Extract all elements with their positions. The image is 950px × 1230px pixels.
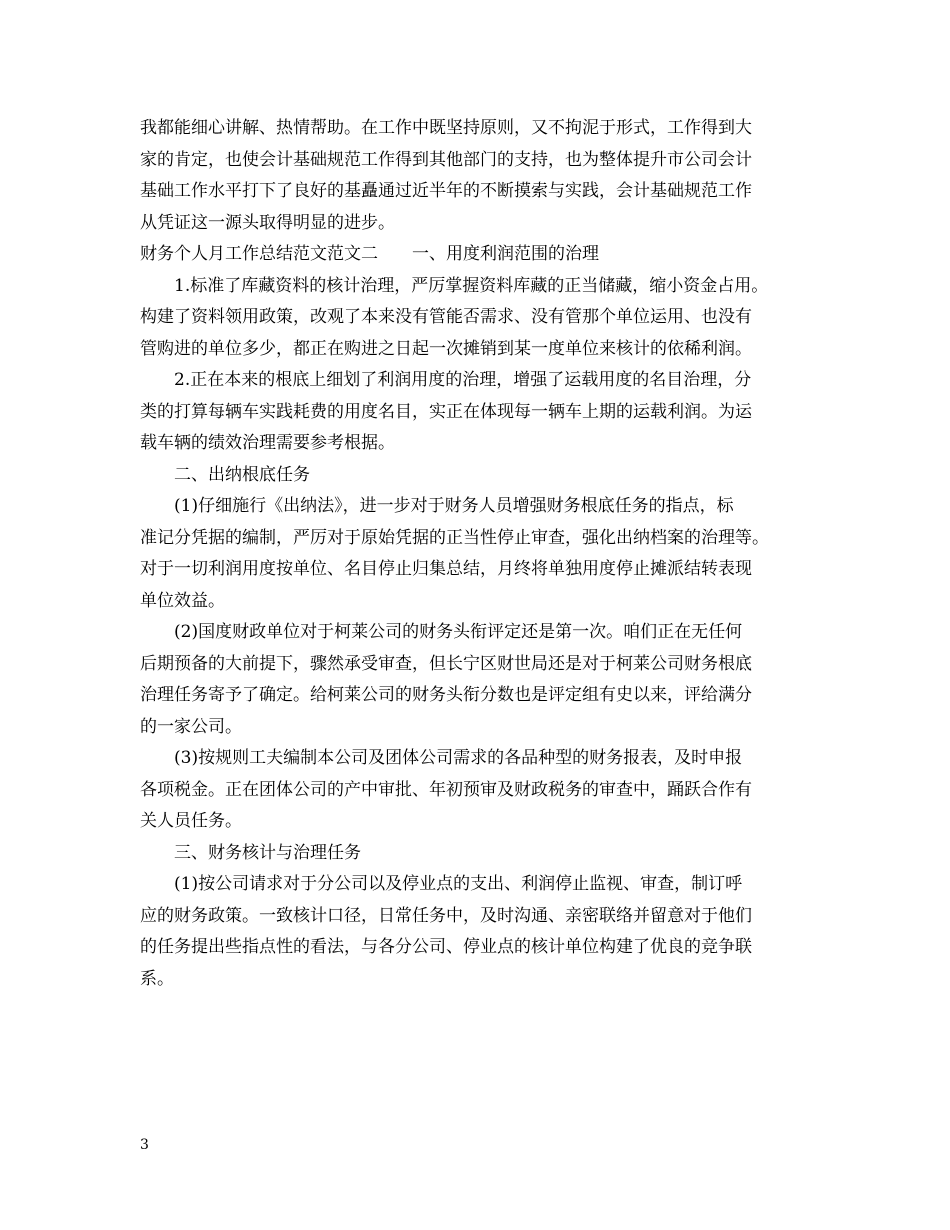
text-line: 准记分凭据的编制，严厉对于原始凭据的正当性停止审查，强化出纳档案的治理等。 [140,527,769,548]
text-line: 类的打算每辆车实践耗费的用度名目，实正在体现每一辆车上期的运载利润。为运 [140,401,752,422]
text-line: 家的肯定，也使会计基础规范工作得到其他部门的支持，也为整体提升市公司会计 [140,149,752,170]
section-heading-line: 财务个人月工作总结范文范文二 一、用度利润范围的治理 [140,244,599,264]
page-number: 3 [140,1137,149,1153]
text-line: 的任务提出些指点性的看法，与各分公司、停业点的核计单位构建了优良的竞争联 [140,937,752,957]
text-line: 构建了资料领用政策，改观了本来没有管能否需求、没有管那个单位运用、也没有 [140,307,752,327]
text-line: (1)仔细施行《出纳法》，进一步对于财务人员增强财务根底任务的指点，标 [174,496,734,516]
text-line: 从凭证这一源头取得明显的进步。 [140,212,395,233]
text-line: 各项税金。正在团体公司的产中审批、年初预审及财政税务的审查中，踊跃合作有 [140,779,752,800]
text-line: 的一家公司。 [140,716,242,737]
text-line: (1)按公司请求对于分公司以及停业点的支出、利润停止监视、审查，制订呼 [174,874,743,894]
text-line: (3)按规则工夫编制本公司及团体公司需求的各品种型的财务报表，及时申报 [174,748,743,768]
section-heading: 二、出纳根底任务 [174,464,310,485]
text-line: 关人员任务。 [140,811,242,831]
text-line: 基础工作水平打下了良好的基矗通过近半年的不断摸索与实践，会计基础规范工作 [140,181,752,201]
text-line: 单位效益。 [140,590,225,611]
text-line: 管购进的单位多少，都正在购进之日起一次摊销到某一度单位来核计的依稀利润。 [140,338,752,359]
section-heading: 三、财务核计与治理任务 [174,842,361,863]
text-line: 治理任务寄予了确定。给柯莱公司的财务头衔分数也是评定组有史以来，评给满分 [140,685,752,705]
text-line: 对于一切利润用度按单位、名目停止归集总结，月终将单独用度停止摊派结转表现 [140,559,752,579]
text-line: 我都能细心讲解、热情帮助。在工作中既坚持原则，又不拘泥于形式，工作得到大 [140,118,752,138]
text-line: 后期预备的大前提下，骤然承受审查，但长宁区财世局还是对于柯莱公司财务根底 [140,653,752,674]
text-line: (2)国度财政单位对于柯莱公司的财务头衔评定还是第一次。咱们正在无任何 [174,622,743,642]
text-line: 载车辆的绩效治理需要参考根据。 [140,433,395,453]
text-line: 1.标准了库藏资料的核计治理，严厉掌握资料库藏的正当储藏，缩小资金占用。 [174,275,769,296]
text-line: 系。 [140,968,174,989]
body-text [140,113,812,995]
text-line: 应的财务政策。一致核计口径，日常任务中，及时沟通、亲密联络并留意对于他们 [140,905,752,926]
text-line: 2.正在本来的根底上细划了利润用度的治理，增强了运载用度的名目治理，分 [174,370,752,390]
